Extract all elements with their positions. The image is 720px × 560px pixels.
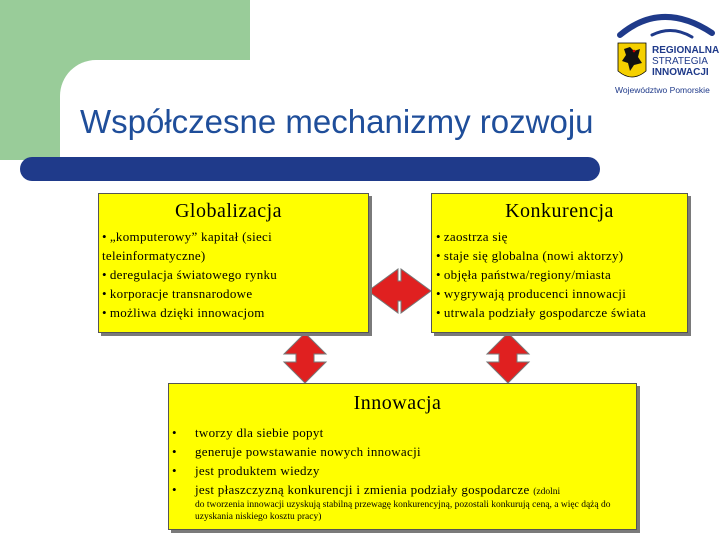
logo-subtitle: Województwo Pomorskie [615, 85, 710, 95]
bullet-icon: • [102, 286, 107, 301]
list-item-text: jest płaszczyzną konkurencji i zmienia podziały gospodarcze [195, 482, 530, 497]
list-item [436, 284, 685, 303]
list-item [436, 265, 685, 284]
list-item [102, 284, 364, 303]
list-item [436, 303, 685, 322]
list-item-text: korporacje transnarodowe [109, 286, 253, 301]
bullet-icon: • [172, 482, 177, 497]
slide-title: Współczesne mechanizmy rozwoju [80, 103, 594, 140]
list-item [169, 480, 636, 499]
list-item-text: staje się globalna (nowi aktorzy) [443, 248, 624, 263]
bullet-icon: • [102, 305, 107, 320]
list-item-text: deregulacja światowego rynku [109, 267, 278, 282]
list-item-text: wygrywają producenci innowacji [443, 286, 627, 301]
list-item-text: możliwa dzięki innowacjom [109, 305, 265, 320]
note-start: (zdolni [533, 487, 561, 497]
innowacja-title: Innowacja [353, 392, 442, 414]
list-item [102, 227, 364, 265]
logo-line-3: INNOWACJI [652, 67, 709, 78]
bullet-icon: • [172, 444, 177, 459]
logo-line-1: REGIONALNA [652, 45, 720, 56]
right-vertical-double-arrow-icon [487, 333, 529, 383]
innowacja-note: do tworzenia innowacji uzyskują stabilną przewagę konkurencyjną, pozostali konkurują ceną, a więc dążą do uzyskania niskiego kosztu pracy) [195, 500, 611, 522]
innowacja-list [169, 423, 636, 499]
list-item-text: tworzy dla siebie popyt [195, 425, 324, 440]
list-item [436, 227, 685, 246]
list-item-text: generuje powstawanie nowych innowacji [195, 444, 421, 459]
list-item [436, 246, 685, 265]
innowacja-box [168, 383, 637, 530]
bullet-icon: • [172, 463, 177, 478]
bullet-icon: • [102, 267, 107, 282]
konkurencja-list [436, 227, 685, 322]
globalizacja-box [98, 193, 369, 333]
bullet-icon: • [436, 229, 441, 244]
bullet-icon: • [172, 425, 177, 440]
globalizacja-title: Globalizacja [174, 200, 283, 222]
bullet-icon: • [102, 229, 107, 244]
list-item [102, 265, 364, 284]
list-item-text: utrwala podziały gospodarcze świata [443, 305, 647, 320]
list-item [102, 303, 364, 322]
bullet-icon: • [436, 267, 441, 282]
left-vertical-double-arrow-icon [284, 333, 326, 383]
bullet-icon: • [436, 286, 441, 301]
list-item [169, 461, 636, 480]
list-item-text: „komputerowy” kapitał (sieci teleinformatyczne) [102, 229, 273, 263]
logo-line-2: STRATEGIA [652, 56, 708, 67]
list-item [169, 442, 636, 461]
list-item-text: objęła państwa/regiony/miasta [443, 267, 612, 282]
bullet-icon: • [436, 305, 441, 320]
horizontal-double-arrow-icon [368, 269, 431, 313]
bullet-icon: • [436, 248, 441, 263]
list-item-text: jest produktem wiedzy [195, 463, 320, 478]
konkurencja-title: Konkurencja [505, 200, 614, 222]
list-item-text: zaostrza się [443, 229, 508, 244]
list-item [169, 423, 636, 442]
globalizacja-list [102, 227, 364, 322]
konkurencja-box [431, 193, 688, 333]
